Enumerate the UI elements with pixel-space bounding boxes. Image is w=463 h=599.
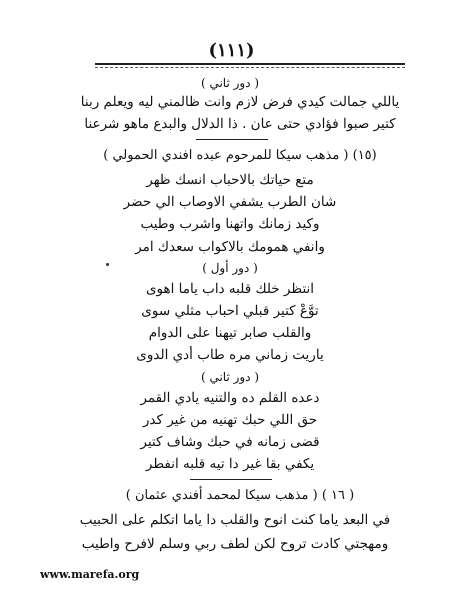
verse-line: وكيد زمانك واتهنا واشرب وطيب <box>140 216 320 232</box>
section-label-dour-awwal: ( دور أول ) <box>202 261 258 275</box>
song-15-heading: (١٥) ( مذهب سيكا للمرحوم عبده افندي الحمولي ) <box>103 148 377 163</box>
section-divider <box>196 139 268 140</box>
section-divider <box>190 479 272 480</box>
print-speck <box>106 263 109 266</box>
verse-line: متع حياتك بالاحباب انسك ظهر <box>146 172 314 188</box>
verse-line: قضى زمانه في حبك وشاف كتير <box>140 434 320 450</box>
verse-line: ياللي جمالت كيدي فرض لازم وانت ظالمني ليه ويعلم ربنا <box>80 94 400 110</box>
verse-line: انتظر خلك قلبه داب ياما اهوى <box>145 281 315 297</box>
page-number: (١١١) <box>208 40 255 61</box>
verse-line: والقلب صابر تيهنا على الدوام <box>148 325 312 341</box>
header-rule <box>95 63 405 65</box>
section-label-dour-thani: ( دور ثاني ) <box>200 76 260 90</box>
verse-line: حق اللي حبك تهنيه من غير كدر <box>142 412 318 428</box>
verse-line: ياريت زماني مره طاب أدي الدوى <box>136 347 324 363</box>
footer-watermark-url: www.marefa.org <box>40 568 140 581</box>
verse-line: دعده القلم ده والتنيه يادي القمر <box>140 390 320 406</box>
verse-line: وانفي همومك بالاكواب سعدك امر <box>135 239 325 255</box>
song-16-heading: ( ١٦ ) ( مذهب سيكا لمحمد أفندي عثمان ) <box>125 488 355 503</box>
verse-line: كتير صبوا فؤادي حتى عان . ذا الدلال والبدع ماهو شرعنا <box>84 116 396 132</box>
verse-line: توَّعْ كتير قبلي احباب مثلي سوى <box>141 303 319 319</box>
header-rule-dashed <box>95 67 405 68</box>
verse-line: ومهجتي كادت تروح لكن لطف ربي وسلم لافرح واطيب <box>81 536 389 552</box>
section-label-dour-thani-2: ( دور ثاني ) <box>200 370 260 384</box>
verse-line: يكفي بقا غير دا تيه قلبه انفطر <box>145 456 315 472</box>
verse-line: شان الطرب يشفي الاوصاب الي حضر <box>123 194 337 210</box>
verse-line: في البعد ياما كنت انوح والقلب دا ياما اتكلم على الحبيب <box>79 512 391 528</box>
